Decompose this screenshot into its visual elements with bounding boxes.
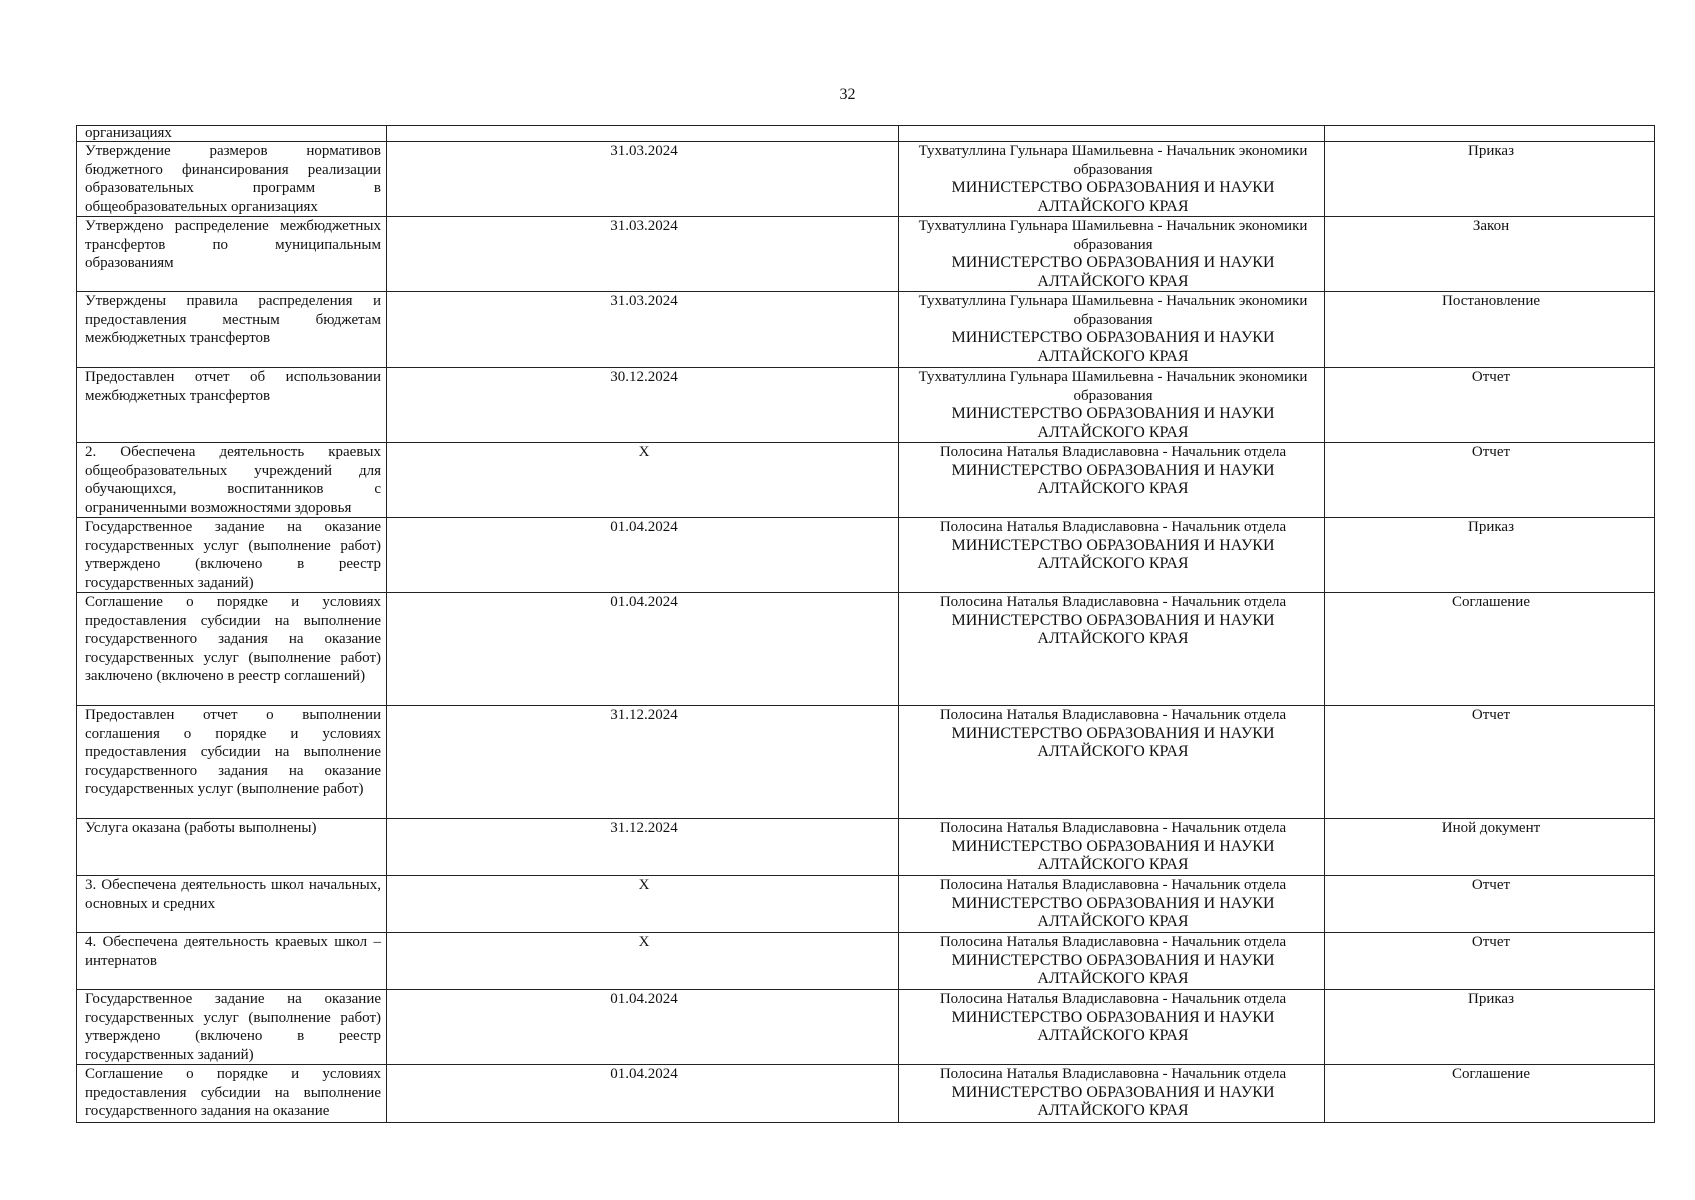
table-row	[77, 593, 1655, 706]
document-type: Отчет	[1325, 876, 1655, 933]
document-type: Иной документ	[1325, 819, 1655, 876]
table-row	[77, 990, 1655, 1065]
document-type: Приказ	[1325, 990, 1655, 1065]
due-date: 01.04.2024	[387, 593, 899, 706]
responsible-organization: МИНИСТЕРСТВО ОБРАЗОВАНИЯ И НАУКИ АЛТАЙСКОГО КРАЯ	[951, 405, 1275, 441]
document-type	[1325, 126, 1655, 142]
event-description: Предоставлен отчет о выполнении соглашения о порядке и условиях предоставления субсидии на выполнение государственного задания на оказание государственных услуг (выполнение работ)	[77, 706, 387, 819]
due-date: 31.03.2024	[387, 217, 899, 292]
responsible-cell	[899, 518, 1325, 593]
document-type: Приказ	[1325, 142, 1655, 217]
responsible-person: Тухватуллина Гульнара Шамильевна - Начальник экономики образования	[918, 369, 1308, 404]
responsible-organization: МИНИСТЕРСТВО ОБРАЗОВАНИЯ И НАУКИ АЛТАЙСКОГО КРАЯ	[951, 461, 1275, 497]
responsible-person: Полосина Наталья Владиславовна - Начальник отдела	[939, 991, 1287, 1007]
responsible-cell	[899, 142, 1325, 217]
responsible-person: Полосина Наталья Владиславовна - Начальник отдела	[939, 519, 1287, 535]
responsible-organization: МИНИСТЕРСТВО ОБРАЗОВАНИЯ И НАУКИ АЛТАЙСКОГО КРАЯ	[951, 951, 1275, 987]
event-description: 3. Обеспечена деятельность школ начальных, основных и средних	[77, 876, 387, 933]
due-date: 31.03.2024	[387, 292, 899, 368]
event-description: Услуга оказана (работы выполнены)	[77, 819, 387, 876]
responsible-organization: МИНИСТЕРСТВО ОБРАЗОВАНИЯ И НАУКИ АЛТАЙСКОГО КРАЯ	[951, 1083, 1275, 1119]
responsible-organization: МИНИСТЕРСТВО ОБРАЗОВАНИЯ И НАУКИ АЛТАЙСКОГО КРАЯ	[951, 329, 1275, 365]
responsible-organization: МИНИСТЕРСТВО ОБРАЗОВАНИЯ И НАУКИ АЛТАЙСКОГО КРАЯ	[951, 1008, 1275, 1044]
responsible-cell	[899, 876, 1325, 933]
due-date: 30.12.2024	[387, 368, 899, 443]
due-date: 01.04.2024	[387, 518, 899, 593]
document-type: Закон	[1325, 217, 1655, 292]
responsible-person: Полосина Наталья Владиславовна - Начальник отдела	[939, 594, 1287, 610]
document-type: Отчет	[1325, 933, 1655, 990]
table-row	[77, 217, 1655, 292]
responsible-cell	[899, 819, 1325, 876]
table-row	[77, 933, 1655, 990]
responsible-person: Полосина Наталья Владиславовна - Начальник отдела	[939, 877, 1287, 893]
responsible-person: Полосина Наталья Владиславовна - Начальник отдела	[939, 707, 1287, 723]
responsible-organization: МИНИСТЕРСТВО ОБРАЗОВАНИЯ И НАУКИ АЛТАЙСКОГО КРАЯ	[951, 837, 1275, 873]
event-description: Утверждены правила распределения и предоставления местным бюджетам межбюджетных трансфертов	[77, 292, 387, 368]
document-type: Отчет	[1325, 706, 1655, 819]
responsible-person: Полосина Наталья Владиславовна - Начальник отдела	[939, 444, 1287, 460]
due-date: 01.04.2024	[387, 1065, 899, 1123]
responsible-cell	[899, 443, 1325, 518]
responsible-organization: МИНИСТЕРСТВО ОБРАЗОВАНИЯ И НАУКИ АЛТАЙСКОГО КРАЯ	[951, 254, 1275, 290]
responsible-person: Тухватуллина Гульнара Шамильевна - Начальник экономики образования	[918, 293, 1308, 328]
table-row	[77, 1065, 1655, 1123]
event-description: Соглашение о порядке и условиях предоставления субсидии на выполнение государственного задания на оказание государственных услуг (выполнение работ) заключено (включено в реестр соглашений)	[77, 593, 387, 706]
event-description: организациях	[77, 126, 387, 142]
responsible-organization: МИНИСТЕРСТВО ОБРАЗОВАНИЯ И НАУКИ АЛТАЙСКОГО КРАЯ	[951, 179, 1275, 215]
responsible-organization: МИНИСТЕРСТВО ОБРАЗОВАНИЯ И НАУКИ АЛТАЙСКОГО КРАЯ	[951, 536, 1275, 572]
responsible-organization: МИНИСТЕРСТВО ОБРАЗОВАНИЯ И НАУКИ АЛТАЙСКОГО КРАЯ	[951, 894, 1275, 930]
document-type: Приказ	[1325, 518, 1655, 593]
document-type: Отчет	[1325, 443, 1655, 518]
table-row	[77, 443, 1655, 518]
plan-table	[76, 125, 1655, 1123]
table-row	[77, 142, 1655, 217]
responsible-person: Полосина Наталья Владиславовна - Начальник отдела	[939, 1066, 1287, 1082]
responsible-person: Тухватуллина Гульнара Шамильевна - Начальник экономики образования	[918, 143, 1308, 178]
event-description: Государственное задание на оказание государственных услуг (выполнение работ) утверждено (включено в реестр государственных заданий)	[77, 990, 387, 1065]
responsible-organization: МИНИСТЕРСТВО ОБРАЗОВАНИЯ И НАУКИ АЛТАЙСКОГО КРАЯ	[951, 611, 1275, 647]
due-date: 31.03.2024	[387, 142, 899, 217]
table-row	[77, 706, 1655, 819]
due-date: 31.12.2024	[387, 819, 899, 876]
event-description: Утверждение размеров нормативов бюджетного финансирования реализации образовательных программ в общеобразовательных организациях	[77, 142, 387, 217]
responsible-person: Полосина Наталья Владиславовна - Начальник отдела	[939, 934, 1287, 950]
responsible-person: Полосина Наталья Владиславовна - Начальник отдела	[939, 820, 1287, 836]
table-row	[77, 819, 1655, 876]
responsible-cell	[899, 126, 1325, 142]
document-type: Соглашение	[1325, 1065, 1655, 1123]
page-number: 32	[839, 86, 856, 103]
responsible-organization: МИНИСТЕРСТВО ОБРАЗОВАНИЯ И НАУКИ АЛТАЙСКОГО КРАЯ	[951, 724, 1275, 760]
document-type: Постановление	[1325, 292, 1655, 368]
due-date: X	[387, 443, 899, 518]
responsible-cell	[899, 1065, 1325, 1123]
responsible-cell	[899, 933, 1325, 990]
responsible-person: Тухватуллина Гульнара Шамильевна - Начальник экономики образования	[918, 218, 1308, 253]
event-description: 2. Обеспечена деятельность краевых общеобразовательных учреждений для обучающихся, воспитанников с ограниченными возможностями здоровья	[77, 443, 387, 518]
responsible-cell	[899, 368, 1325, 443]
due-date: X	[387, 933, 899, 990]
document-type: Отчет	[1325, 368, 1655, 443]
table-row	[77, 292, 1655, 368]
due-date	[387, 126, 899, 142]
due-date: 01.04.2024	[387, 990, 899, 1065]
event-description: Соглашение о порядке и условиях предоставления субсидии на выполнение государственного задания на оказание	[77, 1065, 387, 1123]
event-description: Утверждено распределение межбюджетных трансфертов по муниципальным образованиям	[77, 217, 387, 292]
event-description: 4. Обеспечена деятельность краевых школ – интернатов	[77, 933, 387, 990]
due-date: X	[387, 876, 899, 933]
table-row	[77, 126, 1655, 142]
responsible-cell	[899, 292, 1325, 368]
responsible-cell	[899, 706, 1325, 819]
responsible-cell	[899, 990, 1325, 1065]
event-description: Предоставлен отчет об использовании межбюджетных трансфертов	[77, 368, 387, 443]
table-row	[77, 876, 1655, 933]
event-description: Государственное задание на оказание государственных услуг (выполнение работ) утверждено (включено в реестр государственных заданий)	[77, 518, 387, 593]
table-row	[77, 518, 1655, 593]
responsible-cell	[899, 593, 1325, 706]
document-type: Соглашение	[1325, 593, 1655, 706]
responsible-cell	[899, 217, 1325, 292]
due-date: 31.12.2024	[387, 706, 899, 819]
table-row	[77, 368, 1655, 443]
